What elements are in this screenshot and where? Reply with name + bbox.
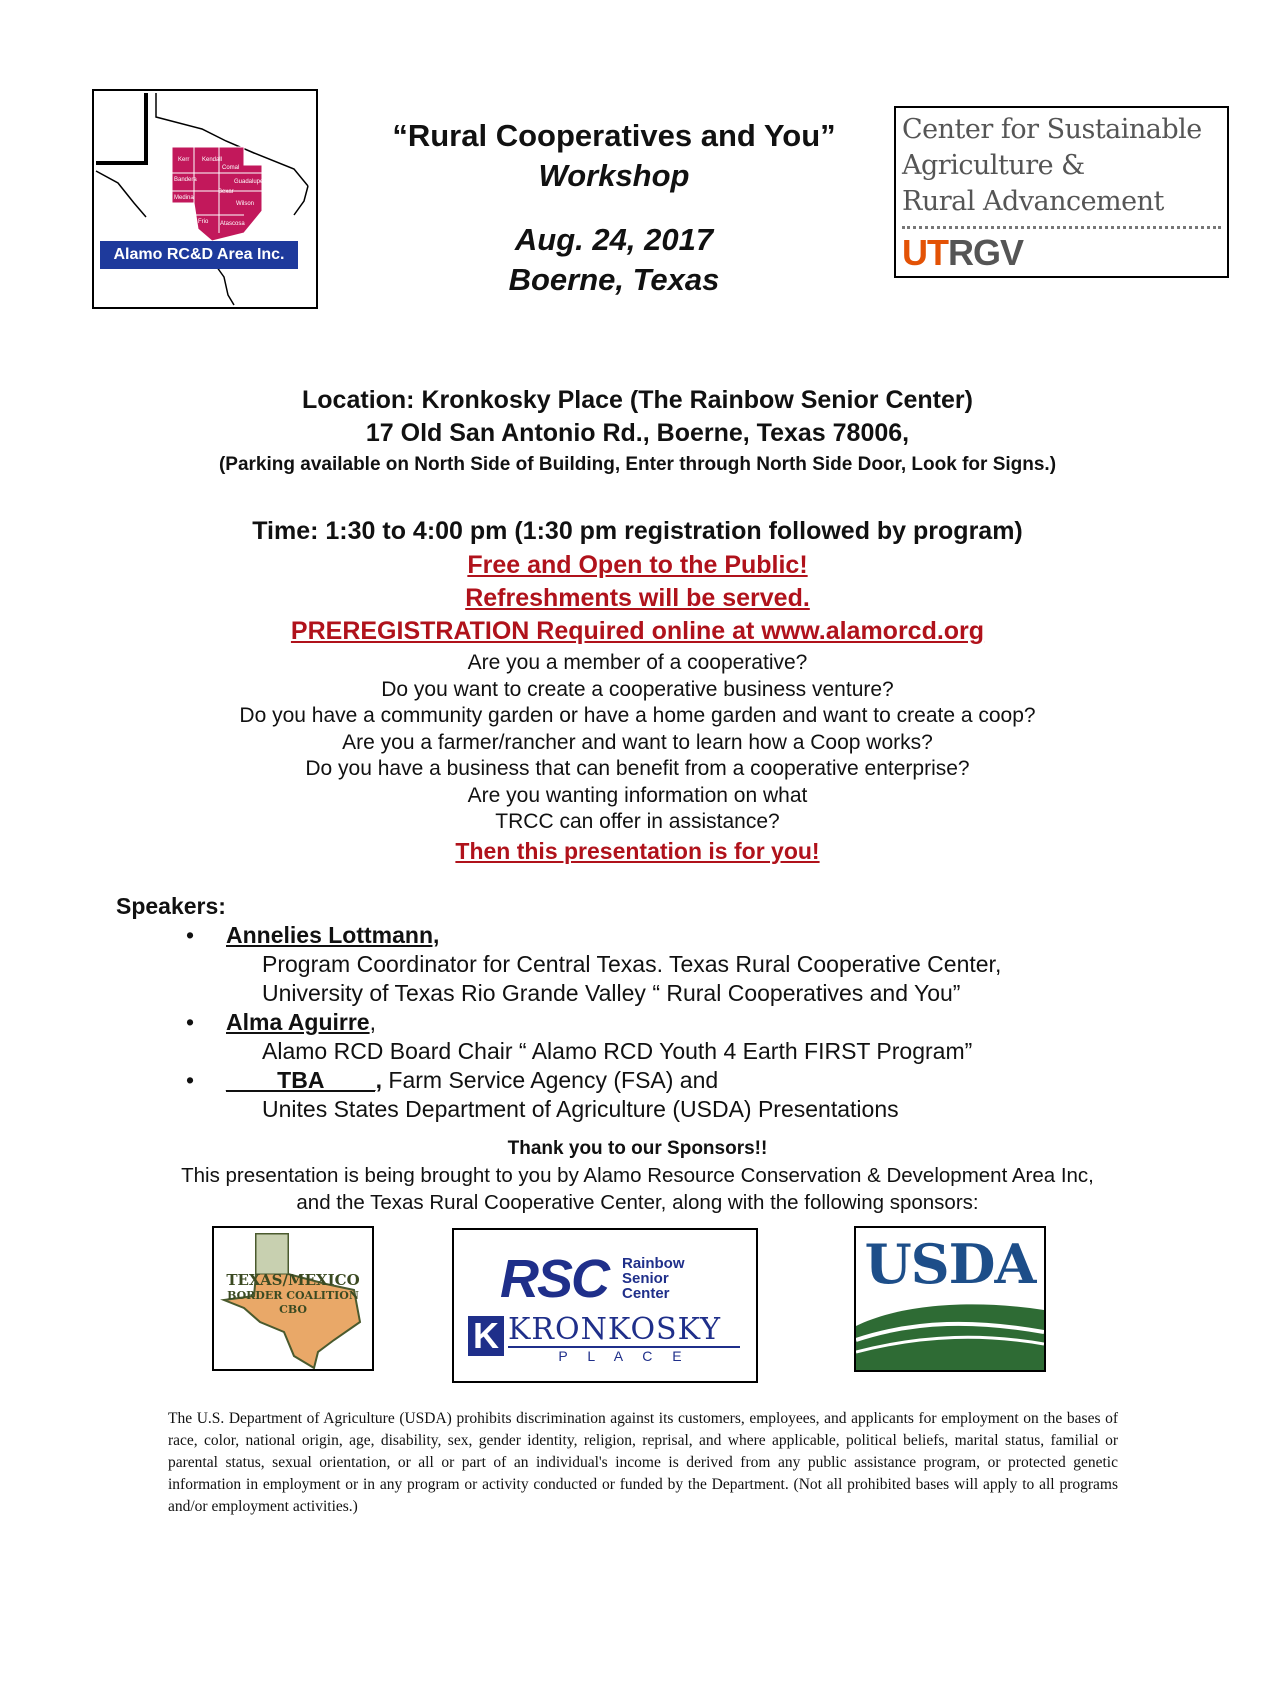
rsc-kronkosky-logo bbox=[452, 1228, 758, 1383]
time-block bbox=[0, 514, 1275, 648]
location-line-1: Location: Kronkosky Place (The Rainbow Senior Center) bbox=[302, 386, 973, 414]
dotted-divider bbox=[902, 226, 1221, 229]
county-label: Frio bbox=[198, 219, 209, 225]
speakers-heading: Speakers: bbox=[116, 893, 226, 919]
speaker-name: Alma Aguirre bbox=[226, 1009, 370, 1035]
csa-line-2: Agriculture & bbox=[902, 150, 1085, 181]
rsc-side-2: Senior bbox=[622, 1270, 669, 1287]
sponsors-line-2: and the Texas Rural Cooperative Center, along with the following sponsors: bbox=[296, 1191, 979, 1214]
rsc-side-1: Rainbow bbox=[622, 1255, 685, 1272]
county-label: Atascosa bbox=[220, 221, 245, 227]
usda-logo bbox=[854, 1226, 1046, 1372]
county-label: Medina bbox=[174, 195, 194, 201]
county-label: Wilson bbox=[236, 201, 255, 207]
question-item: Do you have a business that can benefit from a cooperative enterprise? bbox=[305, 757, 970, 780]
event-subtitle: Workshop bbox=[538, 158, 690, 193]
bullet-icon: • bbox=[186, 922, 195, 948]
free-open-notice: Free and Open to the Public! bbox=[467, 551, 808, 579]
county-label: Comal bbox=[222, 165, 240, 171]
questions-list bbox=[0, 650, 1275, 866]
speaker-item bbox=[116, 1066, 1116, 1124]
speaker-item bbox=[116, 1008, 1116, 1066]
usda-disclaimer: The U.S. Department of Agriculture (USDA) prohibits discrimination against its customers, employees, and applicants for employment on the bases of race, color, national origin, age, disability, sex, gender identity, religion, reprisal, and where applicable, political beliefs, marital status, familial or parental status, sexual orientation, or all or part of an individual's income is derived from any public assistance program, or protected genetic information in employment or in any program or activity conducted or funded by the Department. (Not all prohibited bases will apply to all programs and/or employment activities.) bbox=[168, 1410, 1118, 1515]
event-date: Aug. 24, 2017 bbox=[514, 222, 714, 257]
question-item: Are you wanting information on what bbox=[467, 783, 808, 807]
question-item: Do you want to create a cooperative business venture? bbox=[381, 677, 894, 701]
alamo-banner: Alamo RC&D Area Inc. bbox=[100, 241, 298, 269]
refreshments-notice: Refreshments will be served. bbox=[465, 584, 810, 612]
usda-wordmark: USDA bbox=[864, 1232, 1036, 1296]
event-title: “Rural Cooperatives and You” bbox=[392, 118, 836, 153]
speaker-name: Annelies Lottmann, bbox=[226, 922, 440, 948]
event-place: Boerne, Texas bbox=[508, 262, 720, 297]
question-item: TRCC can offer in assistance? bbox=[495, 810, 780, 833]
question-item: Do you have a community garden or have a home garden and want to create a coop? bbox=[239, 704, 1036, 727]
rgv-text: RGV bbox=[948, 232, 1024, 273]
presentation-for-you: Then this presentation is for you! bbox=[455, 837, 820, 864]
csa-line-3: Rural Advancement bbox=[902, 186, 1164, 217]
sponsors-block bbox=[0, 1136, 1275, 1216]
speaker-detail: Program Coordinator for Central Texas. Texas Rural Cooperative Center, bbox=[262, 951, 1002, 977]
county-label: Guadalupe bbox=[234, 179, 264, 185]
kronkosky-wordmark: KRONKOSKY bbox=[508, 1312, 722, 1347]
speaker-name: ____TBA____, bbox=[226, 1067, 382, 1093]
ut-text: UT bbox=[902, 232, 948, 273]
csa-utrgv-logo bbox=[894, 106, 1229, 278]
location-block bbox=[0, 384, 1275, 480]
sponsors-line-1: This presentation is being brought to you by Alamo Resource Conservation & Development Area Inc, bbox=[181, 1164, 1094, 1187]
speakers-section bbox=[116, 892, 1116, 1124]
kronkosky-k-icon: K bbox=[468, 1316, 504, 1356]
speaker-org: Farm Service Agency (FSA) and bbox=[382, 1067, 719, 1093]
sponsors-heading: Thank you to our Sponsors!! bbox=[507, 1138, 768, 1159]
coalition-line-2: BORDER COALITION bbox=[227, 1289, 359, 1302]
alamo-rcd-logo bbox=[92, 89, 318, 309]
speaker-detail: University of Texas Rio Grande Valley “ Rural Cooperatives and You” bbox=[262, 980, 961, 1006]
county-label: Kerr bbox=[178, 157, 190, 163]
texas-map-icon bbox=[94, 91, 316, 307]
speaker-item bbox=[116, 921, 1116, 1008]
question-item: Are you a farmer/rancher and want to learn how a Coop works? bbox=[342, 730, 933, 754]
csa-line-1: Center for Sustainable bbox=[902, 114, 1202, 145]
usda-hills-icon bbox=[856, 1228, 1044, 1370]
border-coalition-logo bbox=[212, 1226, 374, 1371]
county-label: Bexar bbox=[218, 189, 234, 195]
county-label: Bandera bbox=[174, 177, 197, 183]
question-item: Are you a member of a cooperative? bbox=[467, 651, 808, 674]
county-label: Kendall bbox=[202, 157, 223, 163]
bullet-icon: • bbox=[186, 1009, 195, 1035]
utrgv-wordmark bbox=[902, 232, 1023, 274]
rsc-wordmark: RSC bbox=[500, 1249, 609, 1309]
parking-note: (Parking available on North Side of Building, Enter through North Side Door, Look for Signs.) bbox=[218, 454, 1057, 475]
kronkosky-place: P L A C E bbox=[508, 1346, 740, 1364]
header-block bbox=[330, 116, 898, 300]
preregistration-link[interactable]: PREREGISTRATION Required online at www.alamorcd.org bbox=[290, 617, 985, 645]
rsc-side-3: Center bbox=[622, 1285, 670, 1302]
event-time: Time: 1:30 to 4:00 pm (1:30 pm registration followed by program) bbox=[252, 517, 1023, 545]
bullet-icon: • bbox=[186, 1067, 195, 1093]
coalition-line-3: CBO bbox=[279, 1303, 307, 1316]
location-line-2: 17 Old San Antonio Rd., Boerne, Texas 78006, bbox=[365, 419, 910, 447]
speaker-name-suffix: , bbox=[369, 1009, 376, 1035]
coalition-line-1: TEXAS/MEXICO bbox=[226, 1271, 360, 1289]
speaker-detail: Alamo RCD Board Chair “ Alamo RCD Youth 4 Earth FIRST Program” bbox=[262, 1038, 973, 1064]
speaker-detail: Unites States Department of Agriculture (USDA) Presentations bbox=[262, 1096, 899, 1122]
